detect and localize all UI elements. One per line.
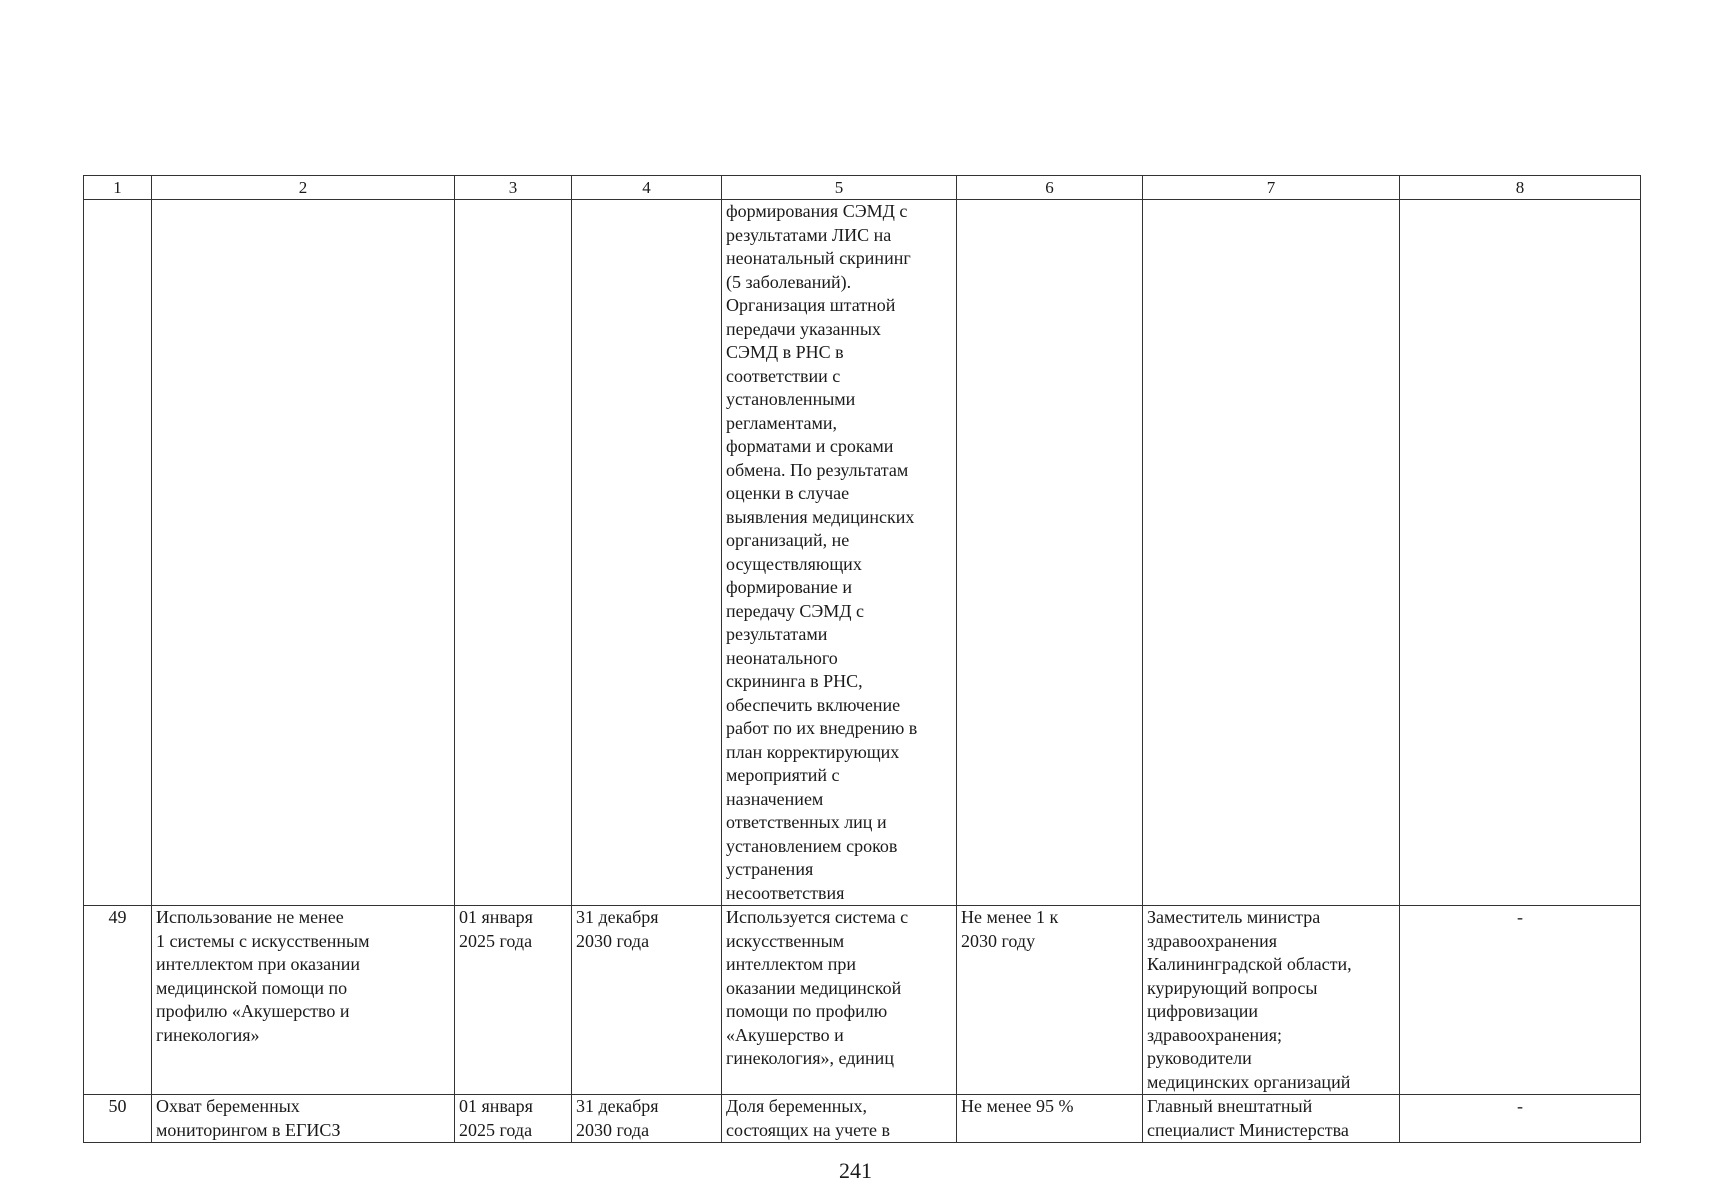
note-text: - [1517,1096,1523,1116]
end-date: 31 декабря 2030 года [576,907,659,951]
row-number: 49 [108,907,127,927]
row-number-cell [84,1095,152,1143]
header-cell: 2 [152,176,455,200]
page-number: 241 [839,1158,872,1183]
result-cell [722,906,957,1095]
table-row [84,906,1641,1095]
header-cell: 7 [1143,176,1400,200]
note-cell [1400,906,1641,1095]
result-text: Доля беременных, состоящих на учете в [726,1096,891,1140]
header-cell: 6 [957,176,1143,200]
target-cell [957,906,1143,1095]
start-date: 01 января 2025 года [459,907,533,951]
empty-cell [152,200,455,906]
result-cell [722,200,957,906]
target-value: Не менее 95 % [961,1096,1074,1116]
row-number: 50 [108,1096,127,1116]
empty-cell [1400,200,1641,906]
target-value: Не менее 1 к 2030 году [961,907,1059,951]
end-date-cell [572,906,722,1095]
target-cell [957,1095,1143,1143]
result-cell [722,1095,957,1143]
result-text: формирования СЭМД с результатами ЛИС на неонатальный скрининг (5 заболеваний). Организация штатной передачи указанных СЭМД в РНС в соответствии с установленными регламентами, форматами и сроками обмена. По результатам оценки в случае выявления медицинских организаций, не осуществляющих формирование и передачу СЭМД с результатами неонатального скрининга в РНС, обеспечить включение работ по их внедрению в план корректирующих мероприятий с назначением ответственных лиц и установлением сроков устранения несоответствия [726,201,918,903]
row-number-cell [84,906,152,1095]
table-header-row [84,176,1641,200]
empty-cell [572,200,722,906]
header-cell: 4 [572,176,722,200]
measure-name: Использование не менее 1 системы с искусственным интеллектом при оказании медицинской помощи по профилю «Акушерство и гинекология» [156,907,370,1045]
header-cell: 3 [455,176,572,200]
end-date-cell [572,1095,722,1143]
measure-name: Охват беременных мониторингом в ЕГИСЗ [156,1096,341,1140]
responsible-cell [1143,906,1400,1095]
plan-table [83,175,1641,1143]
responsible-text: Главный внештатный специалист Министерства [1147,1096,1349,1140]
responsible-cell [1143,1095,1400,1143]
result-text: Используется система с искусственным интеллектом при оказании медицинской помощи по профилю «Акушерство и гинекология», единиц [726,907,909,1068]
header-cell: 1 [84,176,152,200]
table-row-continuation [84,200,1641,906]
end-date: 31 декабря 2030 года [576,1096,659,1140]
table-row [84,1095,1641,1143]
empty-cell [957,200,1143,906]
start-date: 01 января 2025 года [459,1096,533,1140]
measure-name-cell [152,906,455,1095]
empty-cell [1143,200,1400,906]
note-cell [1400,1095,1641,1143]
start-date-cell [455,906,572,1095]
measure-name-cell [152,1095,455,1143]
note-text: - [1517,907,1523,927]
responsible-text: Заместитель министра здравоохранения Калининградской области, курирующий вопросы цифровизации здравоохранения; руководители медицинских организаций [1147,907,1352,1092]
header-cell: 8 [1400,176,1641,200]
header-cell: 5 [722,176,957,200]
empty-cell [455,200,572,906]
start-date-cell [455,1095,572,1143]
empty-cell [84,200,152,906]
